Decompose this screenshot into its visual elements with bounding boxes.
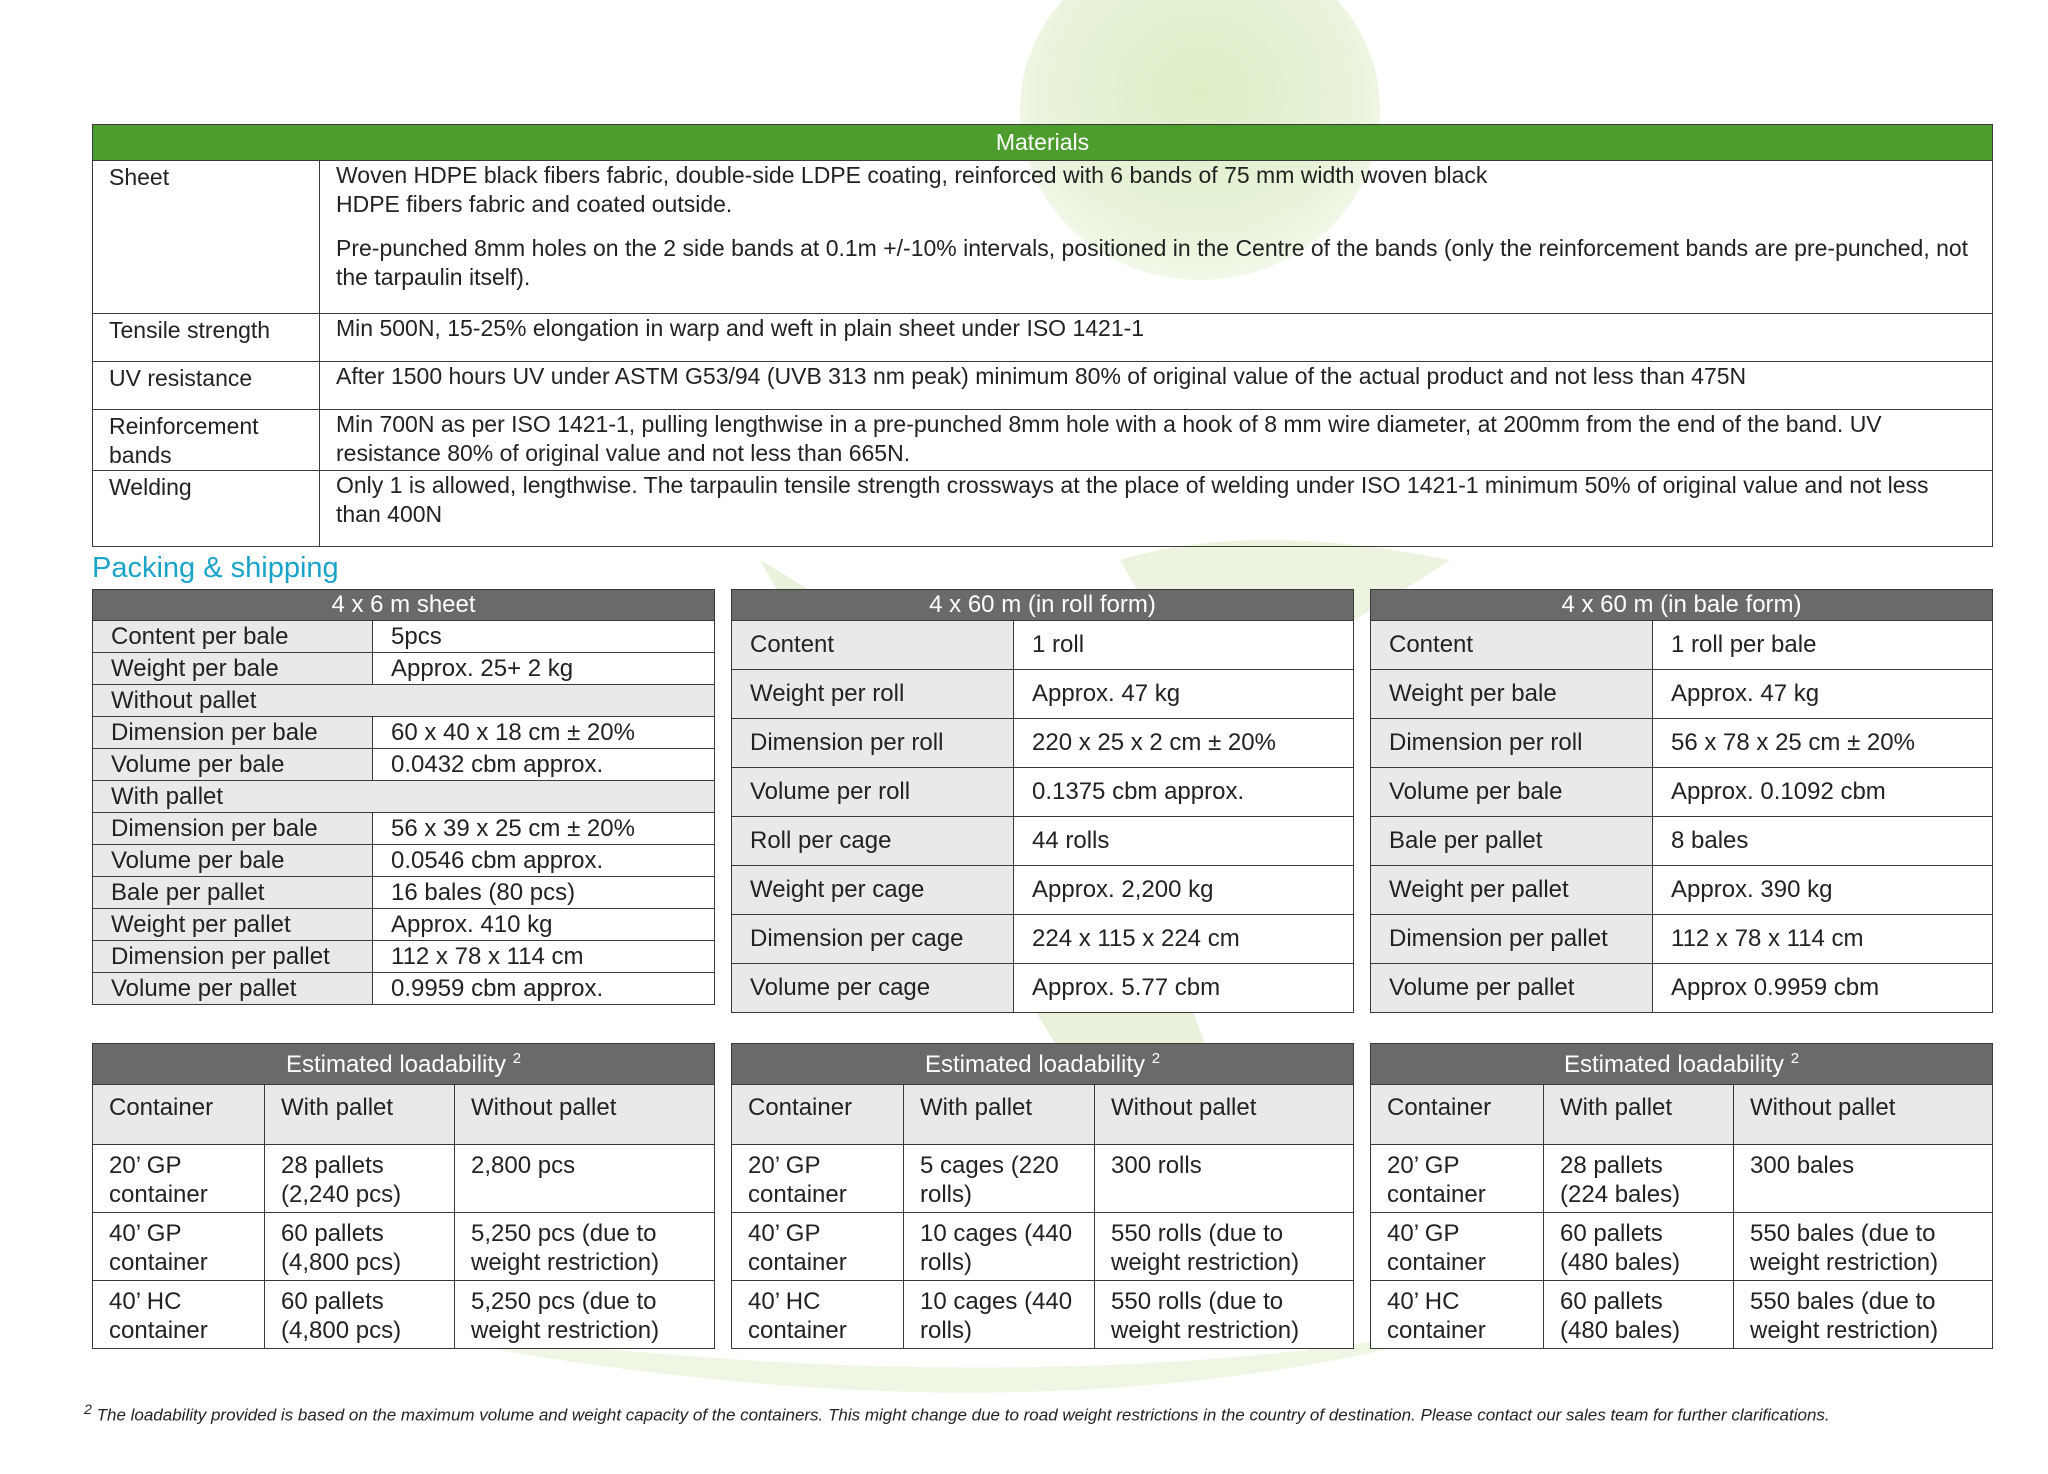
row-value: Min 500N, 15-25% elongation in warp and weft in plain sheet under ISO 1421-1 bbox=[320, 314, 1993, 362]
row-value: 220 x 25 x 2 cm ± 20% bbox=[1014, 719, 1354, 768]
row-label: Dimension per bale bbox=[93, 813, 373, 845]
table-row bbox=[93, 314, 1993, 362]
row-label: Weight per cage bbox=[732, 866, 1014, 915]
table-row: 40’ GP container 60 pallets (4,800 pcs) 5,250 pcs (due to weight restriction) bbox=[93, 1213, 715, 1281]
row-label: Dimension per pallet bbox=[1371, 915, 1653, 964]
row-value: 44 rolls bbox=[1014, 817, 1354, 866]
table-row bbox=[93, 410, 1993, 471]
table-row bbox=[732, 768, 1354, 817]
row-value: Approx. 410 kg bbox=[373, 909, 715, 941]
section-row: Without pallet bbox=[93, 685, 715, 717]
row-value: Approx. 5.77 cbm bbox=[1014, 964, 1354, 1013]
materials-header: Materials bbox=[93, 125, 1993, 161]
section-row: With pallet bbox=[93, 781, 715, 813]
table-row bbox=[1371, 866, 1993, 915]
row-value: Approx. 390 kg bbox=[1653, 866, 1993, 915]
table-header: Estimated loadability $^2$ bbox=[732, 1044, 1354, 1085]
row-label: Weight per bale bbox=[1371, 670, 1653, 719]
table-row bbox=[1371, 817, 1993, 866]
row-value: Approx. 25+ 2 kg bbox=[373, 653, 715, 685]
column-header-row: Container With pallet Without pallet bbox=[1371, 1085, 1993, 1145]
table-row: 20’ GP container 28 pallets (224 bales) 300 bales bbox=[1371, 1145, 1993, 1213]
row-label: Dimension per bale bbox=[93, 717, 373, 749]
table-header: 4 x 6 m sheet bbox=[93, 590, 715, 621]
row-label: Tensile strength bbox=[93, 314, 320, 362]
row-value: Min 700N as per ISO 1421-1, pulling lengthwise in a pre-punched 8mm hole with a hook of 8 mm wire diameter, at 200mm from the end of the band. UV resistance 80% of original value and not less than 665N. bbox=[320, 410, 1993, 471]
table-row: 40’ GP container 10 cages (440 rolls) 550 rolls (due to weight restriction) bbox=[732, 1213, 1354, 1281]
row-value: Approx. 0.1092 cbm bbox=[1653, 768, 1993, 817]
table-row bbox=[93, 717, 715, 749]
table-row bbox=[1371, 964, 1993, 1013]
row-label: Volume per roll bbox=[732, 768, 1014, 817]
row-value: Approx. 2,200 kg bbox=[1014, 866, 1354, 915]
table-row bbox=[732, 621, 1354, 670]
table-row bbox=[1371, 915, 1993, 964]
row-label: Volume per cage bbox=[732, 964, 1014, 1013]
loadability-table-sheet bbox=[92, 1043, 715, 1349]
row-label: Reinforcement bands bbox=[93, 410, 320, 471]
table-row: 40’ HC container 60 pallets (4,800 pcs) 5,250 pcs (due to weight restriction) bbox=[93, 1281, 715, 1349]
table-row bbox=[93, 685, 715, 717]
row-value: 5pcs bbox=[373, 621, 715, 653]
table-row bbox=[93, 749, 715, 781]
table-row bbox=[93, 941, 715, 973]
table-row bbox=[93, 161, 1993, 314]
table-row bbox=[1371, 621, 1993, 670]
row-label: Bale per pallet bbox=[93, 877, 373, 909]
table-row bbox=[1371, 768, 1993, 817]
table-row bbox=[1371, 670, 1993, 719]
row-label: Dimension per pallet bbox=[93, 941, 373, 973]
table-row bbox=[732, 964, 1354, 1013]
row-value: 112 x 78 x 114 cm bbox=[1653, 915, 1993, 964]
row-value: 112 x 78 x 114 cm bbox=[373, 941, 715, 973]
table-row bbox=[732, 915, 1354, 964]
packing-shipping-title: Packing & shipping bbox=[92, 552, 339, 584]
table-header: Estimated loadability $^2$ bbox=[1371, 1044, 1993, 1085]
row-value: Approx 0.9959 cbm bbox=[1653, 964, 1993, 1013]
footnote: $^2$ The loadability provided is based on the maximum volume and weight capacity of the containers. This might change due to road weight restrictions in the country of destination. Please contact our sales team for further clarifications. bbox=[84, 1402, 1830, 1425]
row-value: 224 x 115 x 224 cm bbox=[1014, 915, 1354, 964]
table-row bbox=[93, 781, 715, 813]
table-row bbox=[93, 845, 715, 877]
row-label: Weight per pallet bbox=[93, 909, 373, 941]
row-label: Content bbox=[1371, 621, 1653, 670]
table-row bbox=[732, 817, 1354, 866]
row-label: Dimension per cage bbox=[732, 915, 1014, 964]
row-label: Volume per bale bbox=[1371, 768, 1653, 817]
row-value: 60 x 40 x 18 cm ± 20% bbox=[373, 717, 715, 749]
row-value: 1 roll per bale bbox=[1653, 621, 1993, 670]
row-label: Bale per pallet bbox=[1371, 817, 1653, 866]
row-value: 56 x 39 x 25 cm ± 20% bbox=[373, 813, 715, 845]
table-row: 40’ HC container 10 cages (440 rolls) 550 rolls (due to weight restriction) bbox=[732, 1281, 1354, 1349]
table-row bbox=[93, 471, 1993, 547]
table-row bbox=[93, 909, 715, 941]
row-value: Woven HDPE black fibers fabric, double-side LDPE coating, reinforced with 6 bands of 75 mm width woven black HDPE fibers fabric and coated outside. Pre-punched 8mm holes on the 2 side bands at 0.1m +/-10% intervals, positioned in the Centre of the bands (only the reinforcement bands are pre-punched, not the tarpaulin itself). bbox=[320, 161, 1993, 314]
table-row bbox=[1371, 719, 1993, 768]
table-row bbox=[93, 973, 715, 1005]
row-value: 8 bales bbox=[1653, 817, 1993, 866]
row-value: 1 roll bbox=[1014, 621, 1354, 670]
row-value: 56 x 78 x 25 cm ± 20% bbox=[1653, 719, 1993, 768]
loadability-table-roll bbox=[731, 1043, 1354, 1349]
table-row bbox=[93, 877, 715, 909]
column-header-row: Container With pallet Without pallet bbox=[93, 1085, 715, 1145]
table-row bbox=[732, 719, 1354, 768]
packing-sheet-table bbox=[92, 589, 715, 1005]
table-row: 40’ HC container 60 pallets (480 bales) 550 bales (due to weight restriction) bbox=[1371, 1281, 1993, 1349]
row-label: Dimension per roll bbox=[1371, 719, 1653, 768]
row-label: Volume per bale bbox=[93, 749, 373, 781]
row-value: Approx. 47 kg bbox=[1014, 670, 1354, 719]
row-label: Content per bale bbox=[93, 621, 373, 653]
row-label: Weight per bale bbox=[93, 653, 373, 685]
table-row: 20’ GP container 28 pallets (2,240 pcs) 2,800 pcs bbox=[93, 1145, 715, 1213]
table-header: Estimated loadability $^2$ bbox=[93, 1044, 715, 1085]
table-header: 4 x 60 m (in roll form) bbox=[732, 590, 1354, 621]
column-header-row: Container With pallet Without pallet bbox=[732, 1085, 1354, 1145]
row-value: 16 bales (80 pcs) bbox=[373, 877, 715, 909]
row-label: UV resistance bbox=[93, 362, 320, 410]
table-row: 40’ GP container 60 pallets (480 bales) 550 bales (due to weight restriction) bbox=[1371, 1213, 1993, 1281]
row-label: Content bbox=[732, 621, 1014, 670]
table-row bbox=[93, 362, 1993, 410]
packing-bale-table bbox=[1370, 589, 1993, 1013]
loadability-table-bale bbox=[1370, 1043, 1993, 1349]
row-label: Volume per pallet bbox=[93, 973, 373, 1005]
row-label: Volume per pallet bbox=[1371, 964, 1653, 1013]
row-label: Sheet bbox=[93, 161, 320, 314]
table-row bbox=[93, 653, 715, 685]
table-row bbox=[732, 866, 1354, 915]
row-value: 0.0546 cbm approx. bbox=[373, 845, 715, 877]
table-row bbox=[93, 621, 715, 653]
row-label: Dimension per roll bbox=[732, 719, 1014, 768]
table-row bbox=[732, 670, 1354, 719]
row-value: 0.9959 cbm approx. bbox=[373, 973, 715, 1005]
row-value: After 1500 hours UV under ASTM G53/94 (UVB 313 nm peak) minimum 80% of original value of the actual product and not less than 475N bbox=[320, 362, 1993, 410]
row-label: Weight per pallet bbox=[1371, 866, 1653, 915]
row-label: Weight per roll bbox=[732, 670, 1014, 719]
table-row bbox=[93, 813, 715, 845]
row-value: 0.0432 cbm approx. bbox=[373, 749, 715, 781]
row-value: Approx. 47 kg bbox=[1653, 670, 1993, 719]
row-label: Roll per cage bbox=[732, 817, 1014, 866]
materials-table bbox=[92, 124, 1993, 547]
row-label: Volume per bale bbox=[93, 845, 373, 877]
table-row: 20’ GP container 5 cages (220 rolls) 300 rolls bbox=[732, 1145, 1354, 1213]
packing-roll-table bbox=[731, 589, 1354, 1013]
table-header: 4 x 60 m (in bale form) bbox=[1371, 590, 1993, 621]
row-value: 0.1375 cbm approx. bbox=[1014, 768, 1354, 817]
row-value: Only 1 is allowed, lengthwise. The tarpaulin tensile strength crossways at the place of welding under ISO 1421-1 minimum 50% of original value and not less than 400N bbox=[320, 471, 1993, 547]
row-label: Welding bbox=[93, 471, 320, 547]
